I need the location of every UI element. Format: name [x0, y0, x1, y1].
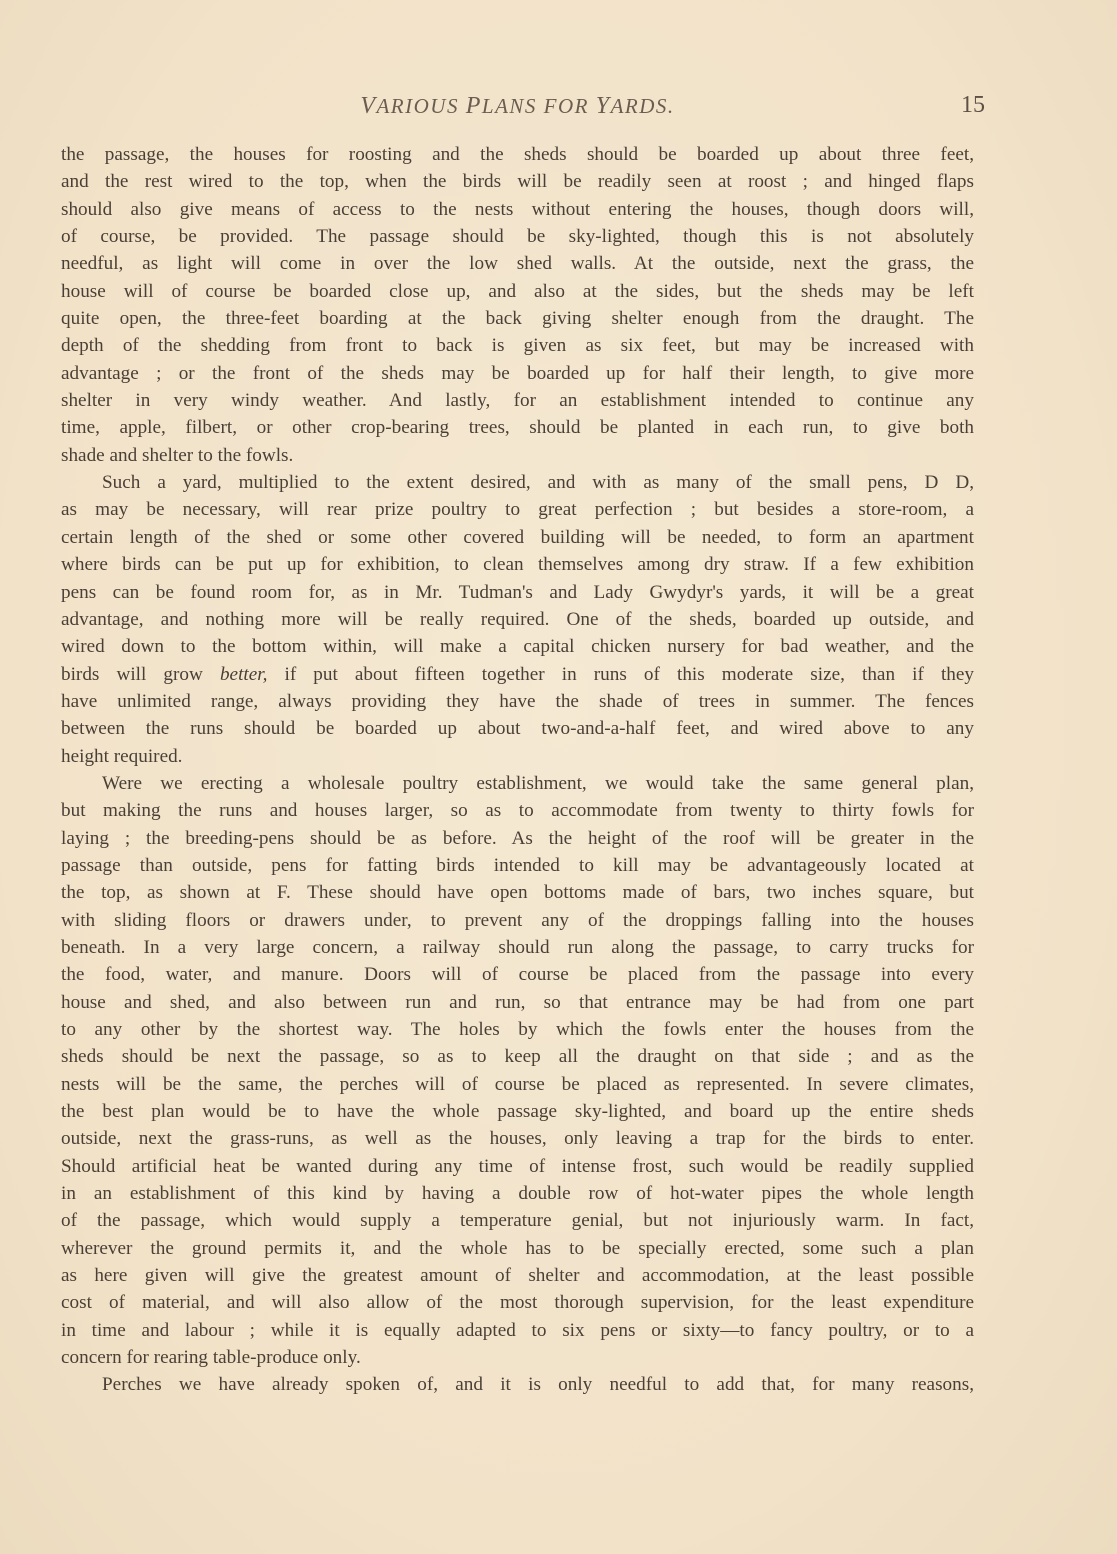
body-text — [61, 141, 974, 1399]
text-line: house will of course be boarded close up, and also at the sides, but the sheds may be left — [61, 280, 974, 302]
text-line: where birds can be put up for exhibition, to clean themselves among dry straw. If a few exhibition — [61, 554, 974, 576]
text-line: laying ; the breeding-pens should be as before. As the height of the roof will be greater in the — [61, 827, 974, 849]
text-line: wired down to the bottom within, will make a capital chicken nursery for bad weather, and the — [61, 636, 974, 658]
text-line: outside, next the grass-runs, as well as the houses, only leaving a trap for the birds to enter. — [61, 1128, 974, 1150]
text-line: the passage, the houses for roosting and the sheds should be boarded up about three feet, — [61, 144, 974, 165]
text-line: wherever the ground permits it, and the whole has to be specially erected, some such a plan — [61, 1237, 974, 1259]
running-head — [0, 90, 1117, 124]
text-line: to any other by the shortest way. The holes by which the fowls enter the houses from the — [61, 1019, 974, 1040]
text-line: Were we erecting a wholesale poultry establishment, we would take the same general plan, — [102, 772, 974, 794]
text-line: advantage ; or the front of the sheds may be boarded up for half their length, to give more — [61, 362, 974, 384]
text-line: shelter in very windy weather. And lastly, for an establishment intended to continue any — [61, 390, 974, 412]
text-line: passage than outside, pens for fatting birds intended to kill may be advantageously located at — [61, 854, 974, 876]
text-line: needful, as light will come in over the low shed walls. At the outside, next the grass, the — [61, 253, 974, 275]
title-part: YARDS. — [595, 93, 675, 119]
text-line: nests will be the same, the perches will of course be placed as represented. In severe climates, — [61, 1073, 974, 1095]
text-line: in an establishment of this kind by having a double row of hot-water pipes the whole length — [61, 1183, 974, 1205]
text-line: quite open, the three-feet boarding at the back giving shelter enough from the draught. The — [61, 308, 974, 330]
text-line: certain length of the shed or some other covered building will be needed, to form an apartment — [61, 526, 974, 548]
text-line: sheds should be next the passage, so as to keep all the draught on that side ; and as the — [61, 1046, 974, 1068]
text-line: Perches we have already spoken of, and it is only needful to add that, for many reasons, — [102, 1374, 974, 1396]
text-line: should also give means of access to the nests without entering the houses, though doors will, — [61, 198, 974, 220]
text-line: the food, water, and manure. Doors will of course be placed from the passage into every — [61, 964, 974, 986]
text-line: of the passage, which would supply a temperature genial, but not injuriously warm. In fact, — [61, 1210, 974, 1232]
text-line: beneath. In a very large concern, a railway should run along the passage, to carry trucks for — [61, 936, 974, 958]
text-line: as may be necessary, will rear prize poultry to great perfection ; but besides a store-room, a — [61, 499, 974, 521]
text-line: shade and shelter to the fowls. — [61, 444, 294, 466]
text-line: in time and labour ; while it is equally adapted to six pens or sixty—to fancy poultry, or to a — [61, 1319, 974, 1341]
text-line: time, apple, filbert, or other crop-bearing trees, should be planted in each run, to give both — [61, 417, 974, 439]
text-line: of course, be provided. The passage should be sky-lighted, though this is not absolutely — [61, 226, 974, 248]
text-line: birds will grow better, if put about fifteen together in runs of this moderate size, than if they — [61, 663, 974, 685]
text-line: the top, as shown at F. These should have open bottoms made of bars, two inches square, but — [61, 882, 974, 904]
emphasis: better, — [219, 663, 268, 685]
text-line: house and shed, and also between run and run, so that entrance may be had from one part — [61, 991, 974, 1013]
running-head-title — [0, 93, 1035, 120]
text-line: as here given will give the greatest amount of shelter and accommodation, at the least possible — [61, 1265, 974, 1287]
text-line: have unlimited range, always providing they have the shade of trees in summer. The fences — [61, 690, 974, 712]
text-line: Should artificial heat be wanted during any time of intense frost, such would be readily supplied — [61, 1155, 974, 1177]
text-line: advantage, and nothing more will be really required. One of the sheds, boarded up outside, and — [61, 608, 974, 630]
text-line: the best plan would be to have the whole passage sky-lighted, and board up the entire sheds — [61, 1101, 974, 1123]
text-line: cost of material, and will also allow of the most thorough supervision, for the least expenditure — [61, 1292, 974, 1314]
text-line: and the rest wired to the top, when the birds will be readily seen at roost ; and hinged flaps — [61, 171, 974, 193]
page-number: 15 — [961, 92, 985, 118]
text-line: between the runs should be boarded up about two-and-a-half feet, and wired above to any — [61, 718, 974, 740]
text-line: pens can be found room for, as in Mr. Tudman's and Lady Gwydyr's yards, it will be a great — [61, 581, 974, 603]
text-line: but making the runs and houses larger, so as to accommodate from twenty to thirty fowls for — [61, 800, 974, 822]
title-part: VARIOUS — [360, 93, 466, 119]
text-line: height required. — [61, 745, 183, 767]
title-part: PLANS FOR — [465, 93, 596, 119]
text-line: depth of the shedding from front to back is given as six feet, but may be increased with — [61, 335, 974, 357]
text-line: with sliding floors or drawers under, to prevent any of the droppings falling into the houses — [61, 909, 974, 931]
text-line: concern for rearing table-produce only. — [61, 1347, 361, 1369]
text-line: Such a yard, multiplied to the extent desired, and with as many of the small pens, D D, — [102, 472, 974, 494]
